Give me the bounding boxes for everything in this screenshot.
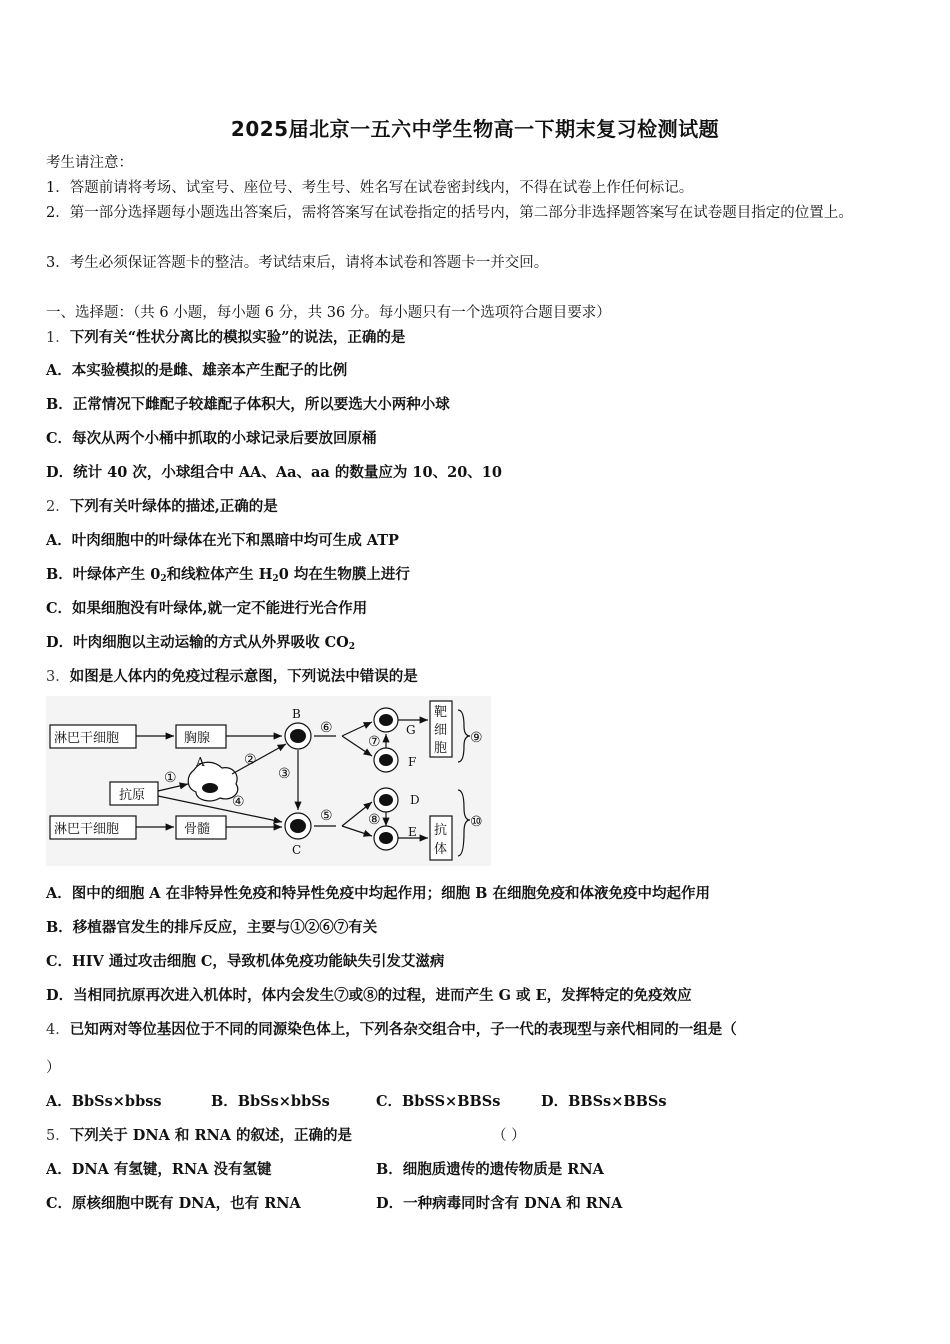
- step-number: ③: [278, 766, 291, 782]
- nucleus: [379, 714, 393, 726]
- step-number: ④: [232, 794, 245, 810]
- question-4: [46, 1020, 737, 1040]
- question-number: 1．: [46, 330, 70, 346]
- question-stem: 下列有关叶绿体的描述,正确的是: [69, 498, 278, 515]
- q4-option-b: B．BbSs×bbSs: [211, 1093, 330, 1110]
- q3-option-a: A．图中的细胞 A 在非特异性免疫和特异性免疫中均起作用；细胞 B 在细胞免疫和体液免疫中均起作用: [46, 885, 710, 902]
- question-number: 2．: [46, 499, 70, 515]
- notice-heading: 考生请注意：: [46, 155, 133, 171]
- q5-options-row2: [46, 1194, 622, 1214]
- step-number: ①: [164, 770, 177, 786]
- label-e: E: [408, 825, 417, 839]
- notice-item: 2．第一部分选择题每小题选出答案后，需将答案写在试卷指定的括号内，第二部分非选择题答案写在试卷题目指定的位置上。: [46, 205, 853, 221]
- step-number: ⑥: [320, 720, 333, 736]
- q3-option-b: B．移植器官发生的排斥反应，主要与①②⑥⑦有关: [46, 919, 378, 936]
- option-text: 和线粒体产生 H: [166, 566, 273, 583]
- question-number: 3．: [46, 669, 70, 685]
- q4-options: [46, 1092, 667, 1112]
- q5-option-d: D．一种病毒同时含有 DNA 和 RNA: [376, 1195, 623, 1212]
- box-label: 淋巴干细胞: [54, 731, 120, 746]
- box-label: 淋巴干细胞: [54, 822, 120, 837]
- q5-options-row1: [46, 1160, 604, 1180]
- nucleus: [379, 794, 393, 806]
- q1-option-b: B．正常情况下雌配子较雄配子体积大，所以要选大小两种小球: [46, 396, 450, 413]
- label-f: F: [408, 755, 417, 769]
- option-text: B．叶绿体产生 0: [46, 566, 161, 583]
- q3-option-d: D．当相同抗原再次进入机体时，体内会发生⑦或⑧的过程，进而产生 G 或 E，发挥特定的免疫效应: [46, 987, 692, 1004]
- notice-item: 3．考生必须保证答题卡的整洁。考试结束后，请将本试卷和答题卡一并交回。: [46, 255, 549, 271]
- q2-option-d: [46, 633, 355, 657]
- nucleus: [202, 783, 218, 793]
- label-d: D: [410, 793, 420, 807]
- label-g: G: [406, 723, 416, 737]
- q2-option-c: C．如果细胞没有叶绿体,就一定不能进行光合作用: [46, 600, 368, 617]
- nucleus: [379, 754, 393, 766]
- question-stem: 如图是人体内的免疫过程示意图，下列说法中错误的是: [69, 668, 418, 685]
- subscript: 2: [160, 574, 167, 584]
- step-number: ⑧: [368, 812, 381, 828]
- answer-bracket: （ ）: [492, 1128, 526, 1144]
- question-stem: 下列有关“性状分离比的模拟实验”的说法，正确的是: [69, 329, 406, 346]
- immune-process-diagram: [46, 696, 491, 866]
- question-number: 5．: [46, 1128, 70, 1144]
- option-text: 0 均在生物膜上进行: [278, 566, 410, 583]
- section-heading: 一、选择题：（共 6 小题，每小题 6 分，共 36 分。每小题只有一个选项符合题目要求）: [46, 305, 611, 321]
- question-stem-continuation: ）: [46, 1060, 61, 1076]
- box-label: 细: [434, 723, 448, 738]
- label-b: B: [292, 707, 301, 721]
- q3-option-c: C．HIV 通过攻击细胞 C，导致机体免疫功能缺失引发艾滋病: [46, 953, 445, 970]
- q5-option-c: C．原核细胞中既有 DNA，也有 RNA: [46, 1195, 301, 1212]
- question-1: [46, 328, 405, 348]
- question-2: [46, 497, 278, 517]
- nucleus: [379, 832, 393, 844]
- q5-option-b: B．细胞质遗传的遗传物质是 RNA: [376, 1161, 604, 1178]
- question-5: [46, 1126, 526, 1146]
- box-label: 胞: [434, 741, 448, 756]
- question-stem: 已知两对等位基因位于不同的同源染色体上，下列各杂交组合中，子一代的表现型与亲代相同的一组是（: [69, 1021, 737, 1038]
- step-number: ⑤: [320, 808, 333, 824]
- notice-item: 1．答题前请将考场、试室号、座位号、考生号、姓名写在试卷密封线内，不得在试卷上作任何标记。: [46, 180, 694, 196]
- box-label: 靶: [434, 705, 448, 720]
- q2-option-a: A．叶肉细胞中的叶绿体在光下和黑暗中均可生成 ATP: [46, 532, 399, 549]
- box-label: 抗原: [119, 788, 146, 803]
- box-label: 骨髓: [184, 822, 211, 837]
- nucleus: [290, 729, 306, 743]
- box-label: 抗: [434, 823, 448, 838]
- q2-option-b: [46, 565, 410, 589]
- q5-option-a: A．DNA 有氢键，RNA 没有氢键: [46, 1161, 272, 1178]
- q1-option-a: A．本实验模拟的是雌、雄亲本产生配子的比例: [46, 362, 348, 379]
- q4-option-d: D．BBSs×BBSs: [541, 1093, 667, 1110]
- question-3: [46, 667, 418, 687]
- q4-option-c: C．BbSS×BBSs: [376, 1093, 501, 1110]
- box-label: 体: [434, 842, 448, 857]
- subscript: 2: [272, 574, 279, 584]
- step-number: ⑦: [368, 734, 381, 750]
- diagram-background: [46, 696, 491, 866]
- q1-option-d: D．统计 40 次，小球组合中 AA、Aa、aa 的数量应为 10、20、10: [46, 464, 502, 481]
- box-label: 胸腺: [184, 731, 211, 746]
- step-number: ②: [244, 752, 257, 768]
- question-number: 4．: [46, 1022, 70, 1038]
- subscript: 2: [348, 642, 356, 652]
- step-number: ⑩: [470, 814, 483, 830]
- option-text: D．叶肉细胞以主动运输的方式从外界吸收 CO: [46, 634, 349, 651]
- label-a: A: [196, 755, 205, 769]
- step-number: ⑨: [470, 730, 483, 746]
- question-stem: 下列关于 DNA 和 RNA 的叙述，正确的是: [69, 1127, 353, 1144]
- q1-option-c: C．每次从两个小桶中抓取的小球记录后要放回原桶: [46, 430, 377, 447]
- page-title: 2025届北京一五六中学生物高一下期末复习检测试题: [230, 117, 720, 141]
- q4-option-a: A．BbSs×bbss: [46, 1093, 162, 1110]
- nucleus: [290, 819, 306, 833]
- label-c: C: [292, 843, 302, 857]
